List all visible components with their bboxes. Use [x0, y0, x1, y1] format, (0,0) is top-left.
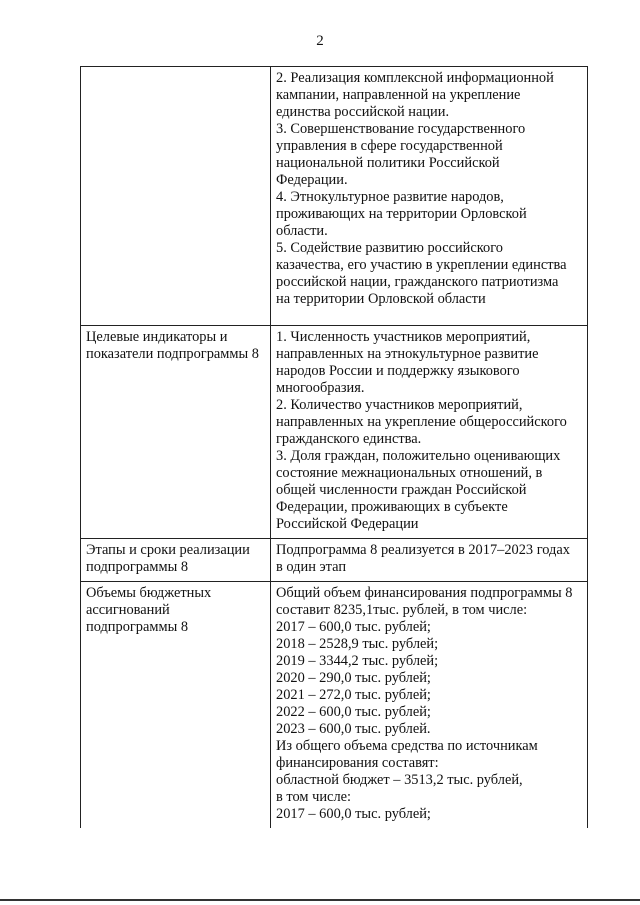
text-line: Из общего объема средства по источникам — [276, 738, 538, 754]
text-line: 3. Совершенствование государственного — [276, 121, 526, 137]
row-content-cell — [271, 582, 588, 829]
row-content-cell — [271, 326, 588, 539]
text-line: 2017 – 600,0 тыс. рублей; — [276, 806, 431, 822]
row-label-line: Этапы и сроки реализации — [86, 542, 250, 558]
text-line: 2017 – 600,0 тыс. рублей; — [276, 619, 431, 635]
text-line: многообразия. — [276, 380, 365, 396]
text-line: 2. Количество участников мероприятий, — [276, 397, 523, 413]
text-line: 2. Реализация комплексной информационной — [276, 70, 554, 86]
text-line: 5. Содействие развитию российского — [276, 240, 503, 256]
text-line: 2020 – 290,0 тыс. рублей; — [276, 670, 431, 686]
row-content-cell — [271, 67, 588, 326]
row-label-line: ассигнований — [86, 602, 170, 618]
text-line: на территории Орловской области — [276, 291, 486, 307]
text-line: Общий объем финансирования подпрограммы 8 — [276, 585, 573, 601]
text-line: 2022 – 600,0 тыс. рублей; — [276, 704, 431, 720]
row-label-line: подпрограммы 8 — [86, 619, 189, 635]
row-label-line: подпрограммы 8 — [86, 559, 189, 575]
text-line: направленных на этнокультурное развитие — [276, 346, 539, 362]
text-line: единства российской нации. — [276, 104, 450, 120]
text-line: проживающих на территории Орловской — [276, 206, 527, 222]
table-row — [81, 326, 588, 539]
table-row — [81, 67, 588, 326]
text-line: управления в сфере государственной — [276, 138, 503, 154]
text-line: направленных на укрепление общероссийского — [276, 414, 567, 430]
text-line: области. — [276, 223, 328, 239]
text-line: гражданского единства. — [276, 431, 422, 447]
text-line: 1. Численность участников мероприятий, — [276, 329, 531, 345]
text-line: финансирования составят: — [276, 755, 439, 771]
text-line: 2023 – 600,0 тыс. рублей. — [276, 721, 431, 737]
text-line: 4. Этнокультурное развитие народов, — [276, 189, 504, 205]
text-line: Федерации, проживающих в субъекте — [276, 499, 508, 515]
text-line: в том числе: — [276, 789, 352, 805]
text-line: национальной политики Российской — [276, 155, 500, 171]
text-line: Федерации. — [276, 172, 348, 188]
text-line: казачества, его участию в укреплении единства — [276, 257, 567, 273]
text-line: 3. Доля граждан, положительно оценивающих — [276, 448, 561, 464]
passport-table — [80, 66, 588, 828]
text-line: 2019 – 3344,2 тыс. рублей; — [276, 653, 439, 669]
text-line: 2018 – 2528,9 тыс. рублей; — [276, 636, 439, 652]
row-label-cell — [81, 539, 271, 582]
text-line: в один этап — [276, 559, 347, 575]
row-label-cell — [81, 326, 271, 539]
text-line: общей численности граждан Российской — [276, 482, 527, 498]
table-row — [81, 582, 588, 829]
text-line: состояние межнациональных отношений, в — [276, 465, 543, 481]
row-label-cell — [81, 67, 271, 326]
text-line: народов России и поддержку языкового — [276, 363, 520, 379]
page-bottom-rule — [0, 899, 640, 901]
row-label-line: Объемы бюджетных — [86, 585, 212, 601]
row-content-cell — [271, 539, 588, 582]
row-label-line: показатели подпрограммы 8 — [86, 346, 259, 362]
row-label-cell — [81, 582, 271, 829]
text-line: 2021 – 272,0 тыс. рублей; — [276, 687, 431, 703]
table-row — [81, 539, 588, 582]
text-line: российской нации, гражданского патриотизма — [276, 274, 559, 290]
text-line: Подпрограмма 8 реализуется в 2017–2023 годах — [276, 542, 570, 558]
page-number: 2 — [316, 33, 324, 49]
text-line: областной бюджет – 3513,2 тыс. рублей, — [276, 772, 523, 788]
row-label-line: Целевые индикаторы и — [86, 329, 228, 345]
text-line: составит 8235,1тыс. рублей, в том числе: — [276, 602, 528, 618]
text-line: Российской Федерации — [276, 516, 419, 532]
text-line: кампании, направленной на укрепление — [276, 87, 521, 103]
